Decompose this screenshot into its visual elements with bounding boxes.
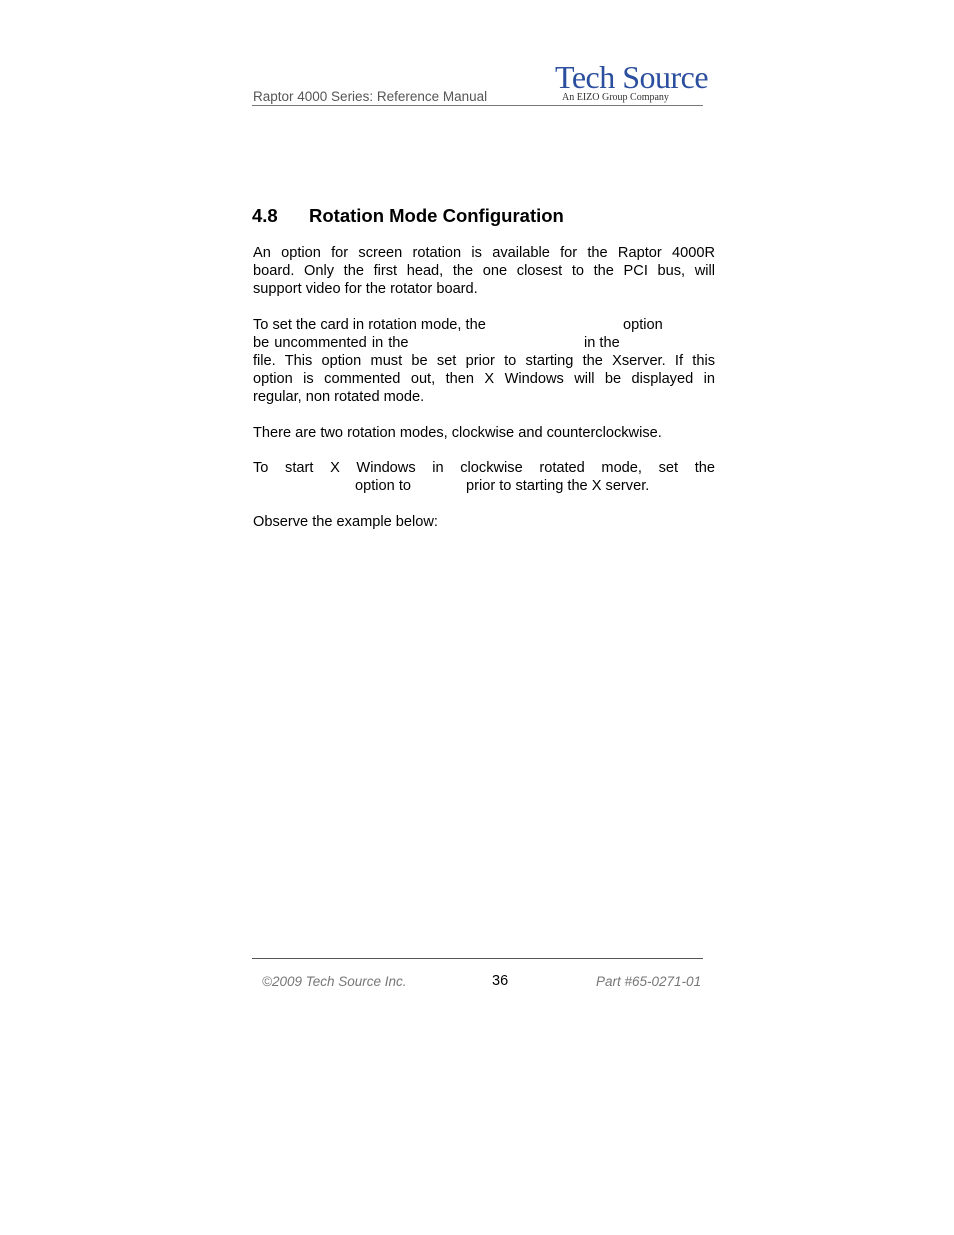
paragraph-3: There are two rotation modes, clockwise and counterclockwise. xyxy=(253,425,662,441)
page-number: 36 xyxy=(492,973,509,989)
paragraph-2-text: in the xyxy=(584,335,620,351)
paragraph-4-line-1: To start X Windows in clockwise rotated mode, set the xyxy=(253,460,715,476)
paragraph-2-line-3: file. This option must be set prior to starting the Xserver. If this xyxy=(253,353,715,369)
logo-tagline: An EIZO Group Company xyxy=(562,92,669,103)
paragraph-2-text: option xyxy=(623,317,663,333)
paragraph-2-line-4: option is commented out, then X Windows will be displayed in xyxy=(253,371,715,387)
footer-divider xyxy=(252,958,703,959)
paragraph-2-text: To set the card in rotation mode, the xyxy=(253,317,486,333)
header-divider xyxy=(252,105,703,106)
section-number: 4.8 xyxy=(252,205,278,226)
paragraph-5: Observe the example below: xyxy=(253,514,438,530)
paragraph-4-text: prior to starting the X server. xyxy=(466,478,650,494)
paragraph-1-line-3: support video for the rotator board. xyxy=(253,281,478,297)
paragraph-2-line-5: regular, non rotated mode. xyxy=(253,389,425,405)
paragraph-2-text: be uncommented in the xyxy=(253,335,409,351)
tech-source-logo: Tech Source xyxy=(555,59,709,95)
paragraph-1-line-1: An option for screen rotation is available for the Raptor 4000R xyxy=(253,245,715,261)
document-title: Raptor 4000 Series: Reference Manual xyxy=(253,89,488,104)
paragraph-4-text: option to xyxy=(355,478,411,494)
footer-copyright: ©2009 Tech Source Inc. xyxy=(262,974,407,989)
paragraph-1-line-2: board. Only the first head, the one closest to the PCI bus, will xyxy=(253,263,715,279)
part-number: Part #65-0271-01 xyxy=(596,974,702,989)
section-title: Rotation Mode Configuration xyxy=(309,205,564,226)
